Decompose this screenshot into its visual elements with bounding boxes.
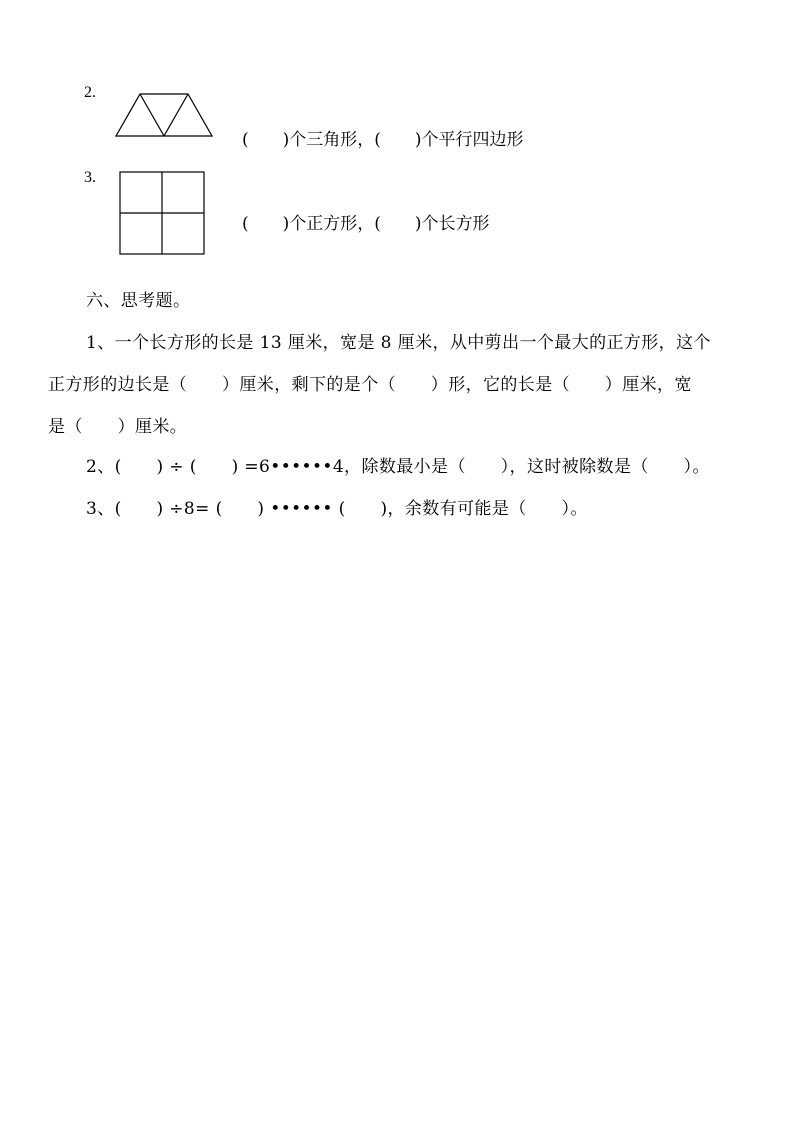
section-heading: 六、思考题。 xyxy=(86,291,191,311)
triangle-edge-1 xyxy=(140,94,164,136)
trapezoid-outline xyxy=(116,94,212,136)
question-1-line-3: 是（ ）厘米。 xyxy=(48,417,188,437)
problem-3-answer: ( )个正方形，( )个长方形 xyxy=(242,214,490,234)
question-1-line-1: 1、一个长方形的长是 13 厘米，宽是 8 厘米，从中剪出一个最大的正方形，这个 xyxy=(86,333,711,353)
problem-2-answer: ( )个三角形，( )个平行四边形 xyxy=(242,130,524,150)
trapezoid-triangles-figure xyxy=(112,90,216,140)
question-1-line-2: 正方形的边长是（ ）厘米，剩下的是个（ ）形，它的长是（ ）厘米，宽 xyxy=(48,375,692,395)
question-3: 3、( ) ÷8= ( ) •••••• ( )，余数有可能是（ ）。 xyxy=(86,499,588,519)
question-2: 2、( ) ÷ ( ) =6••••••4，除数最小是（ ），这时被除数是（ ）。 xyxy=(86,457,710,477)
question-1 xyxy=(48,322,748,448)
problem-3-number: 3. xyxy=(84,169,96,186)
triangle-edge-2 xyxy=(164,94,188,136)
square-grid-figure xyxy=(118,170,206,256)
problem-2-number: 2. xyxy=(84,84,96,101)
